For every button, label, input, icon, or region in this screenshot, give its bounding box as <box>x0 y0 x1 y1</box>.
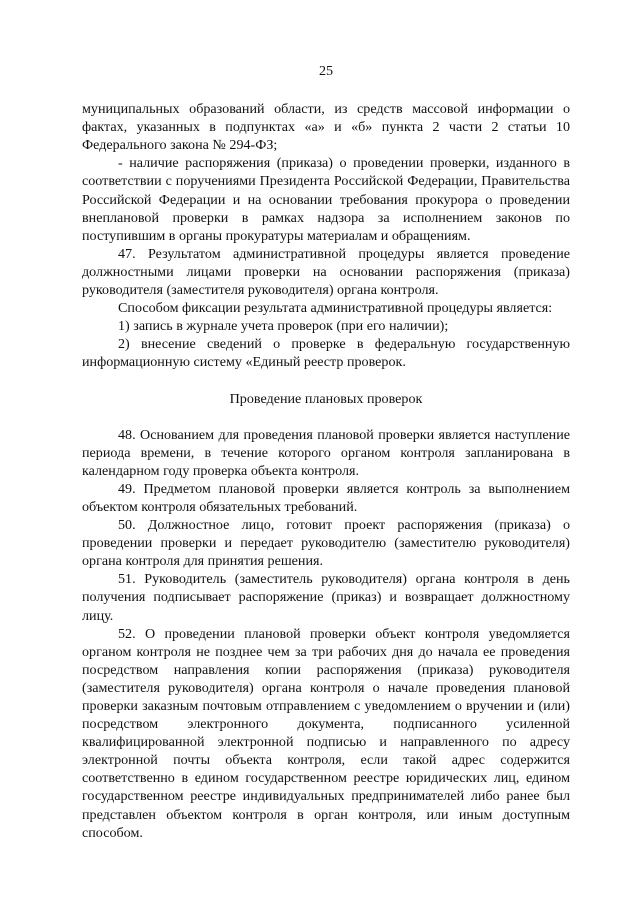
paragraph: Способом фиксации результата административной процедуры является: <box>118 300 553 317</box>
paragraph: 48. Основанием для проведения плановой проверки является наступление периода времени, в течение которого органом контроля запланирована в календарном году проверка объекта контроля. <box>82 426 570 479</box>
paragraph: 2) внесение сведений о проверке в федеральную государственную информационную систему «Единый реестр проверок. <box>82 336 570 371</box>
page-number: 25 <box>318 63 334 79</box>
paragraph: 47. Результатом административной процедуры является проведение должностными лицами проверки на основании распоряжения (приказа) руководителя (заместителя руководителя) органа контроля. <box>82 245 570 299</box>
paragraph: - наличие распоряжения (приказа) о проведении проверки, изданного в соответствии с поручениями Президента Российской Федерации, Правительства Российской Федерации и на основании требования прокурора о проведении внеплановой проверки в рамках надзора за исполнением законов по поступившим в органы прокуратуры материалам и обращениям. <box>82 155 570 244</box>
paragraph: 51. Руководитель (заместитель руководителя) органа контроля в день получения подписывает распоряжение (приказ) и возвращает должностному лицу. <box>82 571 570 624</box>
text-block-bottom <box>82 426 570 842</box>
paragraph: 1) запись в журнале учета проверок (при его наличии); <box>118 318 449 335</box>
paragraph: 49. Предметом плановой проверки является контроль за выполнением объектом контроля обязательных требований. <box>82 480 570 515</box>
section-heading: Проведение плановых проверок <box>229 390 423 407</box>
text-block-top <box>82 100 570 371</box>
paragraph: муниципальных образований области, из средств массовой информации о фактах, указанных в подпунктах «а» и «б» пункта 2 части 2 статьи 10 Федерального закона № 294-ФЗ; <box>82 101 570 154</box>
paragraph: 52. О проведении плановой проверки объект контроля уведомляется органом контроля не позднее чем за три рабочих дня до начала ее проведения посредством направления копии распоряжения (приказа) руководителя (заместителя руководителя) органа контроля о начале проведения плановой проверки заказным почтовым отправлением с уведомлением о вручении и (или) посредством электронного документа, подписанного усиленной квалифицированной электронной подписью и направленного по адресу электронной почты объекта контроля, если такой адрес содержится соответственно в едином государственном реестре юридических лиц, едином государственном реестре индивидуальных предпринимателей либо ранее был представлен объектом контроля в орган контроля, или иным доступным способом. <box>82 625 570 841</box>
paragraph: 50. Должностное лицо, готовит проект распоряжения (приказа) о проведении проверки и передает руководителю (заместителю руководителя) органа контроля для принятия решения. <box>82 517 570 570</box>
